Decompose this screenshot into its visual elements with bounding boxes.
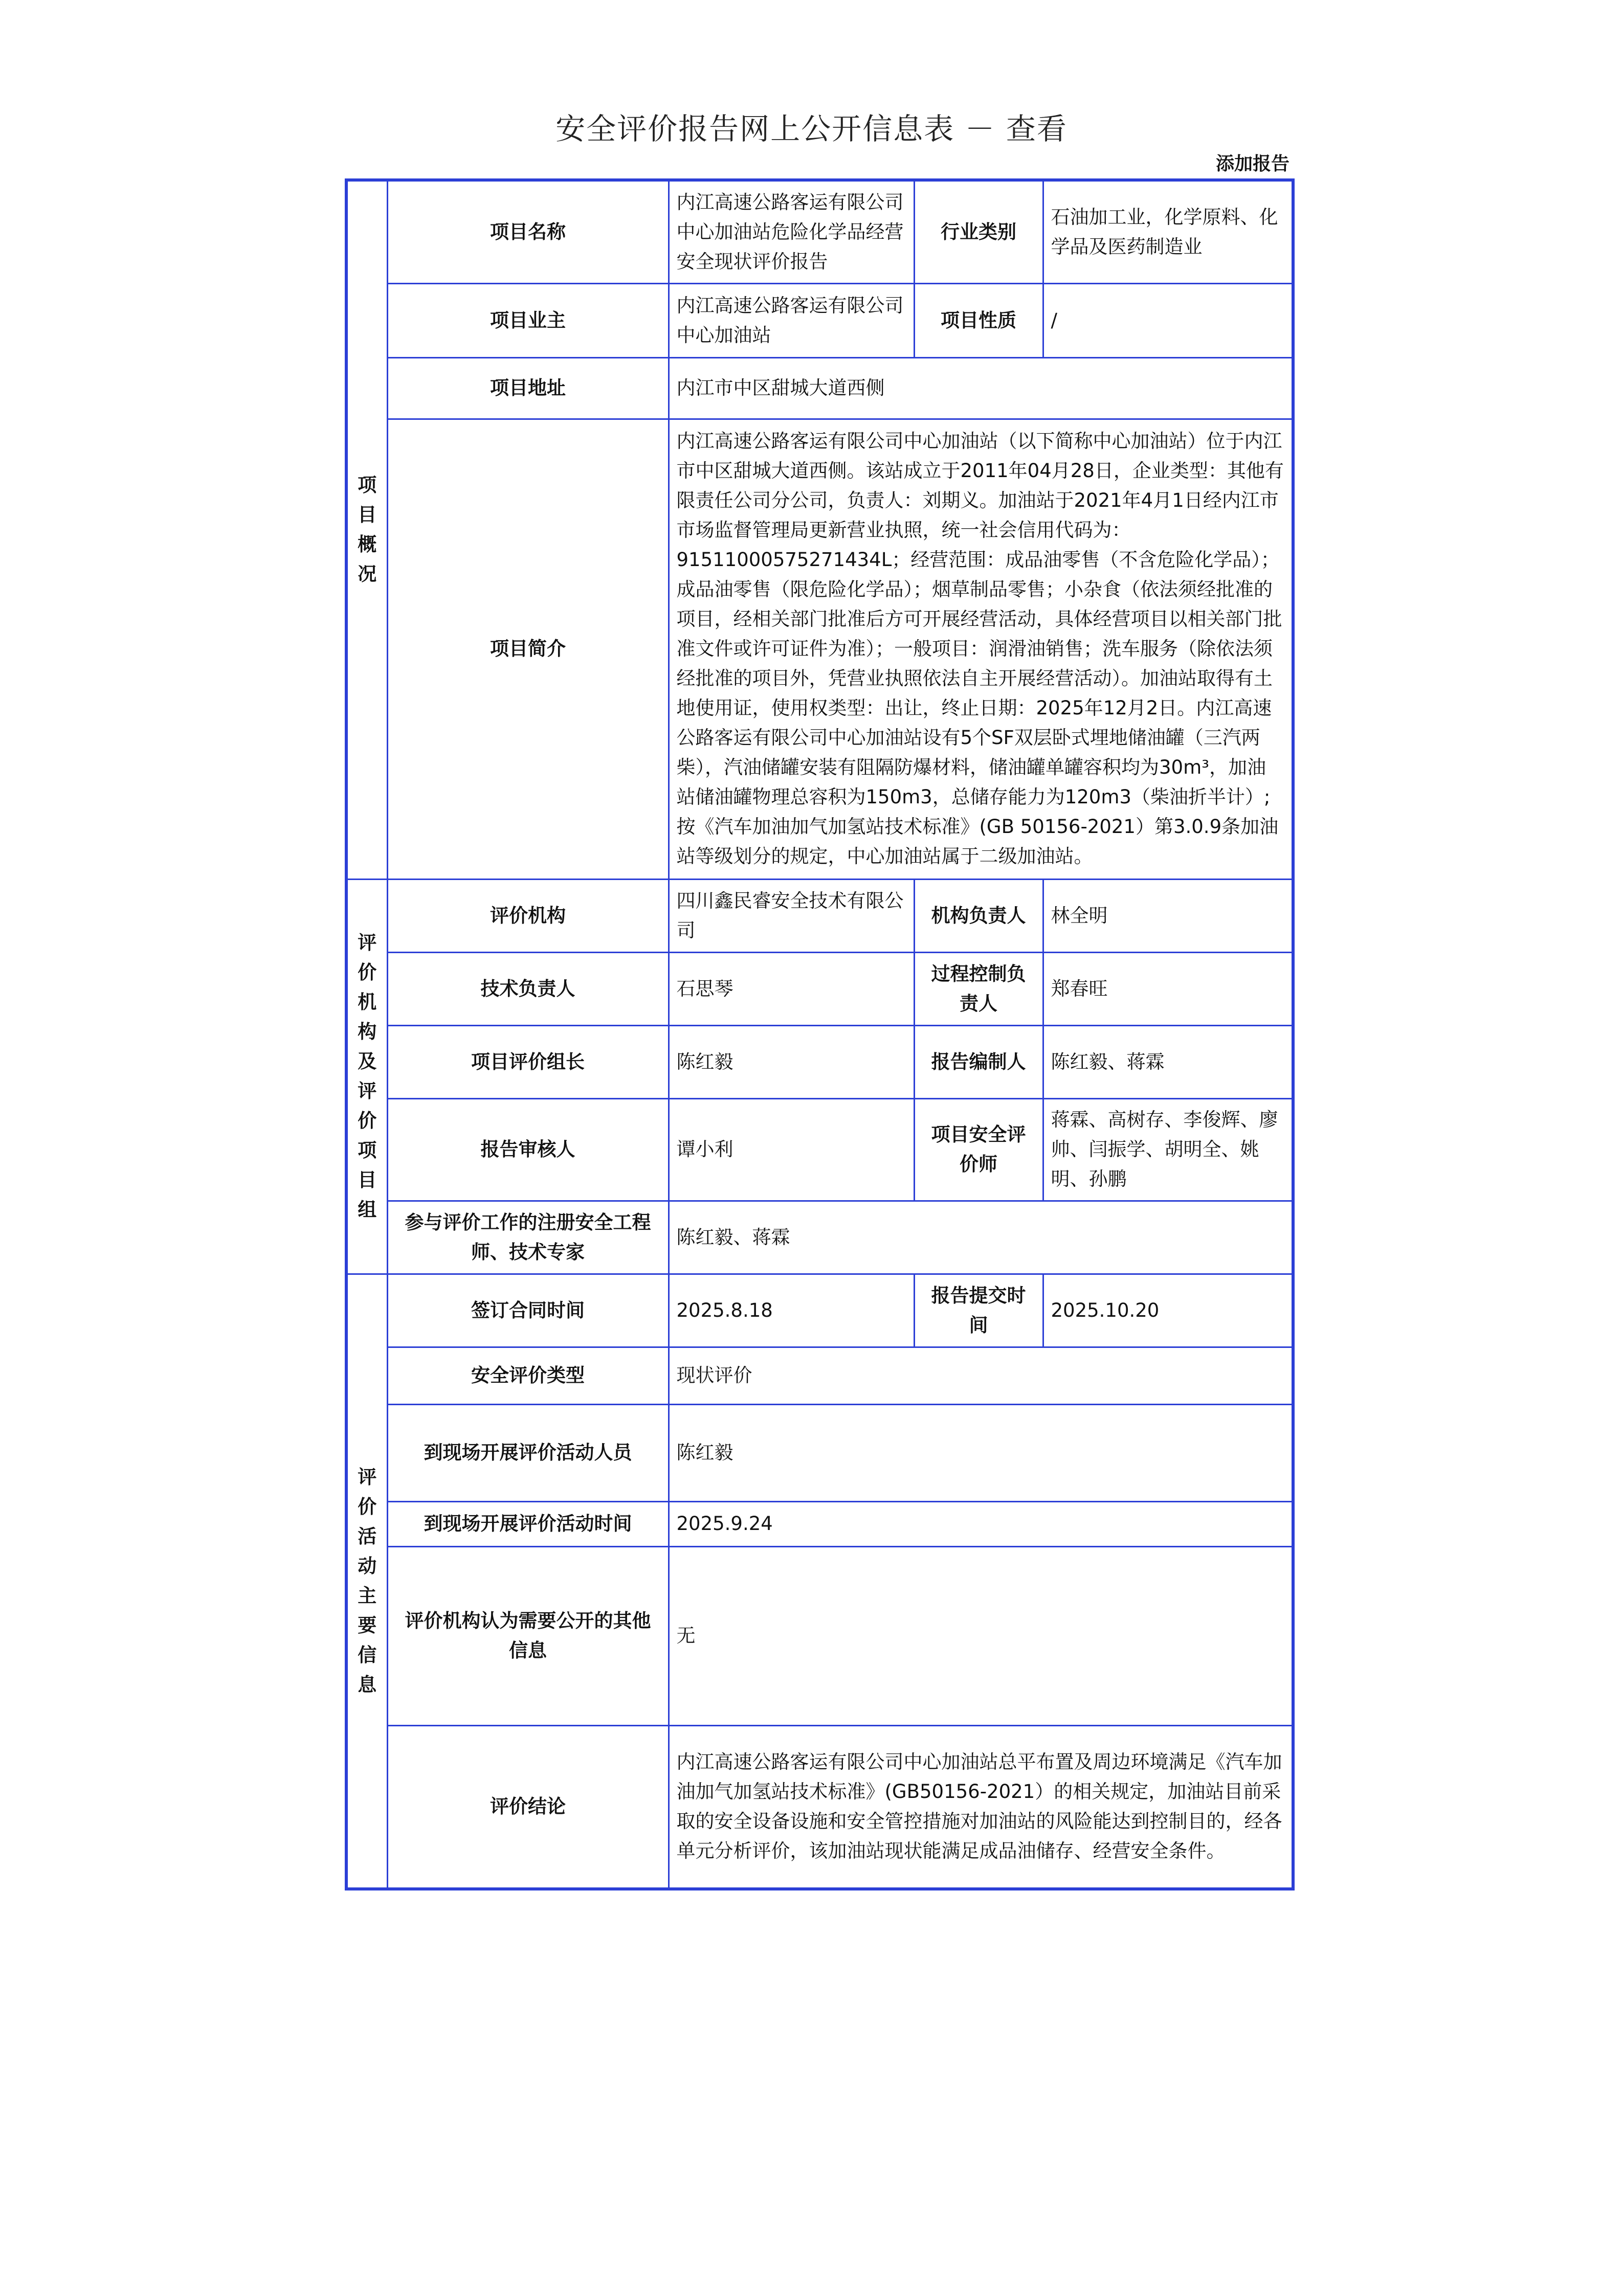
value-industry: 石油加工业，化学原料、化学品及医药制造业 bbox=[1043, 180, 1293, 283]
label-submit-date: 报告提交时间 bbox=[914, 1274, 1043, 1347]
table-row bbox=[346, 357, 1293, 419]
value-nature: / bbox=[1043, 283, 1293, 357]
table-row bbox=[346, 1274, 1293, 1347]
value-onsite-date: 2025.9.24 bbox=[669, 1501, 1293, 1546]
value-project-name: 内江高速公路客运有限公司中心加油站危险化学品经营安全现状评价报告 bbox=[669, 180, 914, 283]
label-intro: 项目简介 bbox=[387, 419, 669, 879]
label-nature: 项目性质 bbox=[914, 283, 1043, 357]
label-onsite-staff: 到现场开展评价活动人员 bbox=[387, 1404, 669, 1501]
label-onsite-date: 到现场开展评价活动时间 bbox=[387, 1501, 669, 1546]
value-editor: 陈红毅、蒋霖 bbox=[1043, 1025, 1293, 1098]
value-agency-head: 林全明 bbox=[1043, 879, 1293, 952]
label-eval-type: 安全评价类型 bbox=[387, 1347, 669, 1404]
value-engineers: 陈红毅、蒋霖 bbox=[669, 1201, 1293, 1274]
table-row bbox=[346, 1501, 1293, 1546]
value-intro: 内江高速公路客运有限公司中心加油站（以下简称中心加油站）位于内江市中区甜城大道西侧。该站成立于2011年04月28日，企业类型：其他有限责任公司分公司，负责人：刘期义。加油站于2021年4月1日经内江市市场监督管理局更新营业执照，统一社会信用代码为：91511000575271434L；经营范围：成品油零售（不含危险化学品）；成品油零售（限危险化学品）；烟草制品零售；小杂食（依法须经批准的项目，经相关部门批准后方可开展经营活动，具体经营项目以相关部门批准文件或许可证件为准）；一般项目：润滑油销售；洗车服务（除依法须经批准的项目外，凭营业执照依法自主开展经营活动）。加油站取得有土地使用证，使用权类型：出让，终止日期：2025年12月2日。内江高速公路客运有限公司中心加油站设有5个SF双层卧式埋地储油罐（三汽两柴），汽油储罐安装有阻隔防爆材料，储油罐单罐容积均为30m³，加油站储油罐物理总容积为150m3，总储存能力为120m3（柴油折半计）;按《汽车加油加气加氢站技术标准》(GB 50156-2021）第3.0.9条加油站等级划分的规定，中心加油站属于二级加油站。 bbox=[669, 419, 1293, 879]
value-team-lead: 陈红毅 bbox=[669, 1025, 914, 1098]
table-row bbox=[346, 1201, 1293, 1274]
value-onsite-staff: 陈红毅 bbox=[669, 1404, 1293, 1501]
section-label-overview: 项目概况 bbox=[346, 180, 387, 879]
label-process-lead: 过程控制负责人 bbox=[914, 952, 1043, 1025]
value-evaluators: 蒋霖、高树存、李俊辉、廖帅、闫振学、胡明全、姚明、孙鹏 bbox=[1043, 1098, 1293, 1201]
label-contract-date: 签订合同时间 bbox=[387, 1274, 669, 1347]
table-row bbox=[346, 180, 1293, 283]
label-reviewer: 报告审核人 bbox=[387, 1098, 669, 1201]
label-engineers: 参与评价工作的注册安全工程师、技术专家 bbox=[387, 1201, 669, 1274]
table-row bbox=[346, 1546, 1293, 1725]
page-title: 安全评价报告网上公开信息表 － 查看 bbox=[555, 111, 1068, 146]
label-evaluators: 项目安全评价师 bbox=[914, 1098, 1043, 1201]
value-eval-type: 现状评价 bbox=[669, 1347, 1293, 1404]
table-row bbox=[346, 419, 1293, 879]
value-conclusion: 内江高速公路客运有限公司中心加油站总平布置及周边环境满足《汽车加油加气加氢站技术标准》(GB50156-2021）的相关规定，加油站目前采取的安全设备设施和安全管控措施对加油站的风险能达到控制目的，经各单元分析评价，该加油站现状能满足成品油储存、经营安全条件。 bbox=[669, 1725, 1293, 1889]
value-reviewer: 谭小利 bbox=[669, 1098, 914, 1201]
label-agency-head: 机构负责人 bbox=[914, 879, 1043, 952]
label-other-info: 评价机构认为需要公开的其他信息 bbox=[387, 1546, 669, 1725]
label-team-lead: 项目评价组长 bbox=[387, 1025, 669, 1098]
value-tech-lead: 石思琴 bbox=[669, 952, 914, 1025]
table-row bbox=[346, 1404, 1293, 1501]
label-conclusion: 评价结论 bbox=[387, 1725, 669, 1889]
table-row bbox=[346, 1725, 1293, 1889]
info-table bbox=[345, 178, 1295, 1890]
value-submit-date: 2025.10.20 bbox=[1043, 1274, 1293, 1347]
table-row bbox=[346, 1347, 1293, 1404]
label-project-name: 项目名称 bbox=[387, 180, 669, 283]
table-row bbox=[346, 283, 1293, 357]
value-agency: 四川鑫民睿安全技术有限公司 bbox=[669, 879, 914, 952]
table-row bbox=[346, 1098, 1293, 1201]
label-tech-lead: 技术负责人 bbox=[387, 952, 669, 1025]
label-industry: 行业类别 bbox=[914, 180, 1043, 283]
label-address: 项目地址 bbox=[387, 357, 669, 419]
label-owner: 项目业主 bbox=[387, 283, 669, 357]
value-owner: 内江高速公路客运有限公司中心加油站 bbox=[669, 283, 914, 357]
table-row bbox=[346, 1025, 1293, 1098]
value-contract-date: 2025.8.18 bbox=[669, 1274, 914, 1347]
value-other-info: 无 bbox=[669, 1546, 1293, 1725]
value-process-lead: 郑春旺 bbox=[1043, 952, 1293, 1025]
section-label-org: 评价机构及评价项目组 bbox=[346, 879, 387, 1274]
label-agency: 评价机构 bbox=[387, 879, 669, 952]
table-row bbox=[346, 879, 1293, 952]
table-row bbox=[346, 952, 1293, 1025]
section-label-activity: 评价活动主要信息 bbox=[346, 1274, 387, 1889]
add-report-link[interactable]: 添加报告 bbox=[1215, 153, 1289, 174]
label-editor: 报告编制人 bbox=[914, 1025, 1043, 1098]
value-address: 内江市中区甜城大道西侧 bbox=[669, 357, 1293, 419]
